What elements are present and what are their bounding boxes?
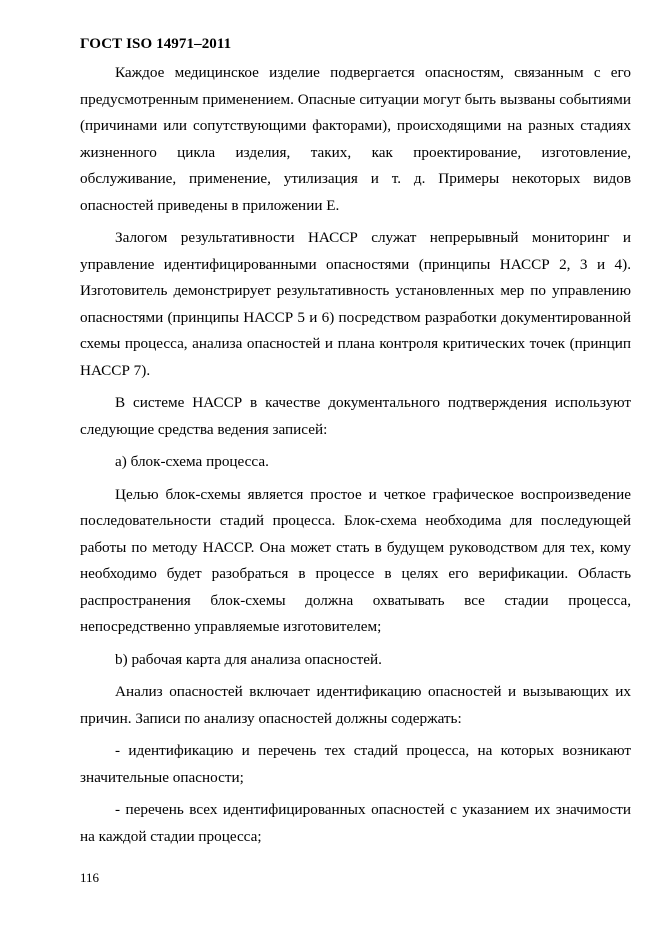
standard-header: ГОСТ ISO 14971–2011 <box>80 36 232 52</box>
paragraph-flowchart-purpose: Целью блок-схемы является простое и четкое графическое воспроизведение последовательности стадий процесса. Блок-схема необходима для последующей работы по методу НАССР. Она может стать в будущем руководством для тех, кому необходимо будет разобраться в процессе в целях его верификации. Область распространения блок-схемы должна охватывать все стадии процесса, непосредственно управляемые изготовителем; <box>80 485 631 635</box>
paragraph-hazards-intro: Каждое медицинское изделие подвергается опасностям, связанным с его предусмотренным применением. Опасные ситуации могут быть вызваны событиями (причинами или сопутствующими факторами), происходящими на разных стадиях жизненного цикла изделия, таких, как проектирование, изготовление, обслуживание, применение, утилизация и т. д. Примеры некоторых видов опасностей приведены в приложении Е. <box>80 64 631 214</box>
paragraph-hazard-analysis: Анализ опасностей включает идентификацию опасностей и вызывающих их причин. Записи по анализу опасностей должны содержать: <box>80 683 631 727</box>
page-number: 116 <box>80 870 100 885</box>
body-text <box>80 60 631 856</box>
list-item-a: а) блок-схема процесса. <box>115 453 269 470</box>
paragraph-records-intro: В системе НАССР в качестве документального подтверждения используют следующие средства ведения записей: <box>80 394 631 438</box>
list-item-b: b) рабочая карта для анализа опасностей. <box>115 650 382 668</box>
list-item-dash-2: - перечень всех идентифицированных опасностей с указанием их значимости на каждой стадии процесса; <box>80 801 631 845</box>
paragraph-haccp-effectiveness: Залогом результативности НАССР служат непрерывный мониторинг и управление идентифицированными опасностями (принципы НАССР 2, 3 и 4). Изготовитель демонстрирует результативность установленных мер по управлению опасностями (принципы НАССР 5 и 6) посредством разработки документированной схемы процесса, анализа опасностей и плана контроля критических точек (принцип НАССР 7). <box>80 229 631 379</box>
list-item-dash-1: - идентификацию и перечень тех стадий процесса, на которых возникают значительные опасности; <box>80 742 631 786</box>
